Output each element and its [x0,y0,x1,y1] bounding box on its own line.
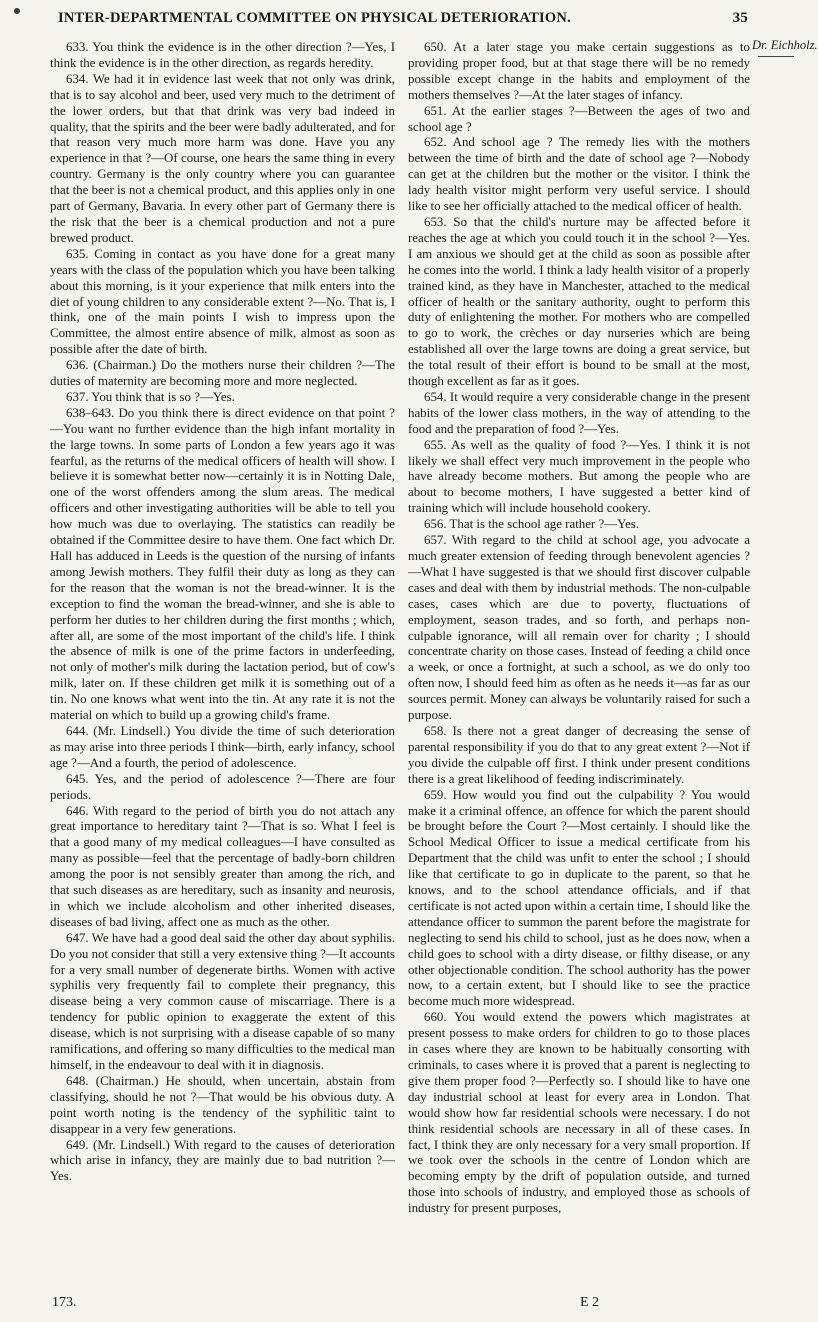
evidence-paragraph: 649. (Mr. Lindsell.) With regard to the causes of deterioration which arise in infancy, they are mainly due to bad nutrition ?—Yes. [50,1137,395,1184]
ink-spot [14,8,20,14]
evidence-paragraph: 658. Is there not a great danger of decreasing the sense of parental responsibility if you do that to any great extent ?—Not if you divide the culpable off first. I think under present conditions there is a great likelihood of feeding indiscriminately. [408,723,750,786]
signature-mark: 173. [52,1295,77,1310]
evidence-paragraph: 635. Coming in contact as you have done for a great many years with the class of the population which you have been talking about this morning, is it your experience that milk enters into the diet of young children to any considerable extent ?—No. That is, I think, one of the main points I wish to impress upon the Committee, the almost entire absence of milk, almost as soon as possible after the date of birth. [50,246,395,357]
evidence-paragraph: 648. (Chairman.) He should, when uncertain, abstain from classifying, should he not ?—That would be his obvious duty. A point worth noting is the tendency of the syphilitic taint to disappear in a very few generations. [50,1073,395,1136]
evidence-paragraph: 651. At the earlier stages ?—Between the ages of two and school age ? [408,103,750,134]
signature-mark-right: E 2 [580,1295,600,1310]
page-number: 35 [732,10,748,26]
evidence-paragraph: 646. With regard to the period of birth you do not attach any great importance to hereditary taint ?—That is so. What I feel is that a good many of my medical colleagues—I have consulted as many as possible—feel that the percentage of badly-born children among the poor is not sensibly greater than among the rich, and that such diseases as are hereditary, such as insanity and neurosis, in which we include alcoholism and other inherited diseases, diseases of bad living, affect one as much as the other. [50,803,395,929]
side-note-rule [758,56,794,57]
evidence-paragraph: 654. It would require a very considerable change in the present habits of the lower class mothers, in the way of attending to the food and the preparation of food ?—Yes. [408,389,750,436]
evidence-paragraph: 652. And school age ? The remedy lies with the mothers between the time of birth and the date of school age ?—Nobody can get at the children but the mother or the visitor. I think the lady health visitor might perform very useful service. I should like to see her officially attached to the medical officer of health. [408,135,750,214]
evidence-paragraph: 647. We have had a good deal said the other day about syphilis. Do you not consider that still a very extensive thing ?—It accounts for a very small number of degenerate births. Women with active syphilis very frequently fail to complete their pregnancy, this disease being a very common cause of miscarriage. There is a tendency for public opinion to exaggerate the extent of this disease, which is not surprising with a disease capable of so many ramifications, and offering so many difficulties to the medical man himself, in the endeavour to deal with it in diagnosis. [50,930,395,1072]
running-header [58,10,748,27]
evidence-paragraph: 633. You think the evidence is in the other direction ?—Yes, I think the evidence is in the other direction, as regards heredity. [50,40,395,70]
evidence-paragraph: 655. As well as the quality of food ?—Yes. I think it is not likely we shall effect very much improvement in the people who have already become mothers. But among the people who are about to become mothers, I have suggested a better kind of training which will include household cookery. [408,437,750,516]
witness-side-note: Dr. Eichholz. [752,38,818,52]
left-column [50,40,395,1185]
evidence-paragraph: 636. (Chairman.) Do the mothers nurse their children ?—The duties of maternity are becoming more and more neglected. [50,358,395,389]
evidence-paragraph: 659. How would you find out the culpability ? You would make it a criminal offence, an offence for which the parent should be brought before the Court ?—Most certainly. I should like the School Medical Officer to issue a medical certificate from his Department that the child was unfit to enter the school ; I should like that certificate to go in duplicate to the parent, so that he knows, and to the school attendance officials, and if that certificate is not acted upon within a certain time, I should like the attendance officer to summon the parent before the magistrate for neglecting to send his child to school, just as he does now, when a child goes to school with a dirty disease, or filthy disease, or any other objectionable condition. The school authority has the power now, to a certain extent, but I should like to see the practice become much more widespread. [408,787,750,1009]
header-title: INTER-DEPARTMENTAL COMMITTEE ON PHYSICAL DETERIORATION. [58,10,571,26]
evidence-paragraph: 637. You think that is so ?—Yes. [66,389,235,404]
evidence-paragraph: 650. At a later stage you make certain suggestions as to providing proper food, but at that stage there will be no remedy possible except change in the habits and employment of the mothers themselves ?—At the later stages of infancy. [408,40,750,102]
evidence-paragraph: 657. With regard to the child at school age, you advocate a much greater extension of feeding through benevolent agencies ?—What I have suggested is that we should first discover culpable cases and deal with them by industrial methods. The non-culpable cases, cases which are due to poverty, fluctuations of employment, season trades, and so forth, and perhaps non-culpable ignorance, will all remain over for charity ; I should concentrate charity on those cases. Instead of feeding a child once a week, or once a fortnight, at such a school, as we do only too often now, I should feed him as often as he needs it—as far as our sources permit. Money can always be voluntarily raised for such a purpose. [408,533,750,723]
evidence-paragraph: 644. (Mr. Lindsell.) You divide the time of such deterioration as may arise into three periods I think—birth, early infancy, school age ?—And a fourth, the period of adolescence. [50,723,395,770]
evidence-paragraph: 638–643. Do you think there is direct evidence on that point ?—You want no further evidence than the high infant mortality in the large towns. In some parts of London a few years ago it was fearful, as the returns of the medical officers of health will show. I believe it is somewhat better now—certainly it is in Notting Dale, one of the worst offenders among the slum areas. The medical officers and other investigating authorities will be able to tell you how much was due to overlaying. The statistics can readily be obtained if the Committee desire to have them. One fact which Dr. Hall has adduced in Leeds is the question of the nursing of infants among Jewish mothers. They fulfil their duty as long as they can for the reason that the woman is not the bread-winner. It is the exception to find the woman the bread-winner, and she is able to perform her duties to her children during the first months ; which, after all, are some of the most important of the child's life. I think the absence of milk is one of the prime factors in underfeeding, not only of mother's milk during the lactation period, but of cow's milk, later on. If these children get milk it is something out of a tin. No one knows what went into the tin. At any rate it is not the material on which to build up a growing child's frame. [50,405,395,723]
evidence-paragraph: 634. We had it in evidence last week that not only was drink, that is to say alcohol and beer, used very much to the detriment of the lower orders, but that that drink was very bad indeed in quality, that the spirits and the beer were badly adulterated, and for that reason very much more harm was done. Have you any experience in that ?—Of course, one hears the same thing in every country. Germany is the only country where you can guarantee that the beer is not a chemical product, and this applies only in one part of Germany, Bavaria. In every other part of Germany there is the risk that the beer is a chemical production and not a pure brewed product. [50,71,395,245]
evidence-paragraph: 645. Yes, and the period of adolescence ?—There are four periods. [50,771,395,802]
evidence-paragraph: 653. So that the child's nurture may be affected before it reaches the age at which you could touch it in the school ?—Yes. I am anxious we should get at the child as soon as possible after he comes into the world. I think a lady health visitor of a properly trained kind, as they have in Manchester, attached to the medical officer of health or the sanitary authority, ought to perform this duty of enlightening the mother. For mothers who are compelled to go to work, the crèches or day nurseries which are being established all over the large towns are doing a great service, but the total result of their effort is bound to be small at the most, though excellent as far as it goes. [408,214,750,389]
evidence-paragraph: 656. That is the school age rather ?—Yes. [424,517,640,532]
evidence-paragraph: 660. You would extend the powers which magistrates at present possess to make orders for children to go to those places in cases where they are known to be habitually consorting with criminals, to cases where it is proved that a parent is neglecting to give them proper food ?—Perfectly so. I should like to have one day industrial school at least for every area in London. That would show how far residential schools were necessary. I do not think residential schools are necessary in all of these cases. In fact, I think they are only necessary for a very small proportion. If we took over the schools in the centre of London which are becoming empty by the drift of population outside, and turned those into schools of industry, and employed those as schools of industry for present purposes, [408,1010,750,1216]
right-column [408,40,750,1217]
